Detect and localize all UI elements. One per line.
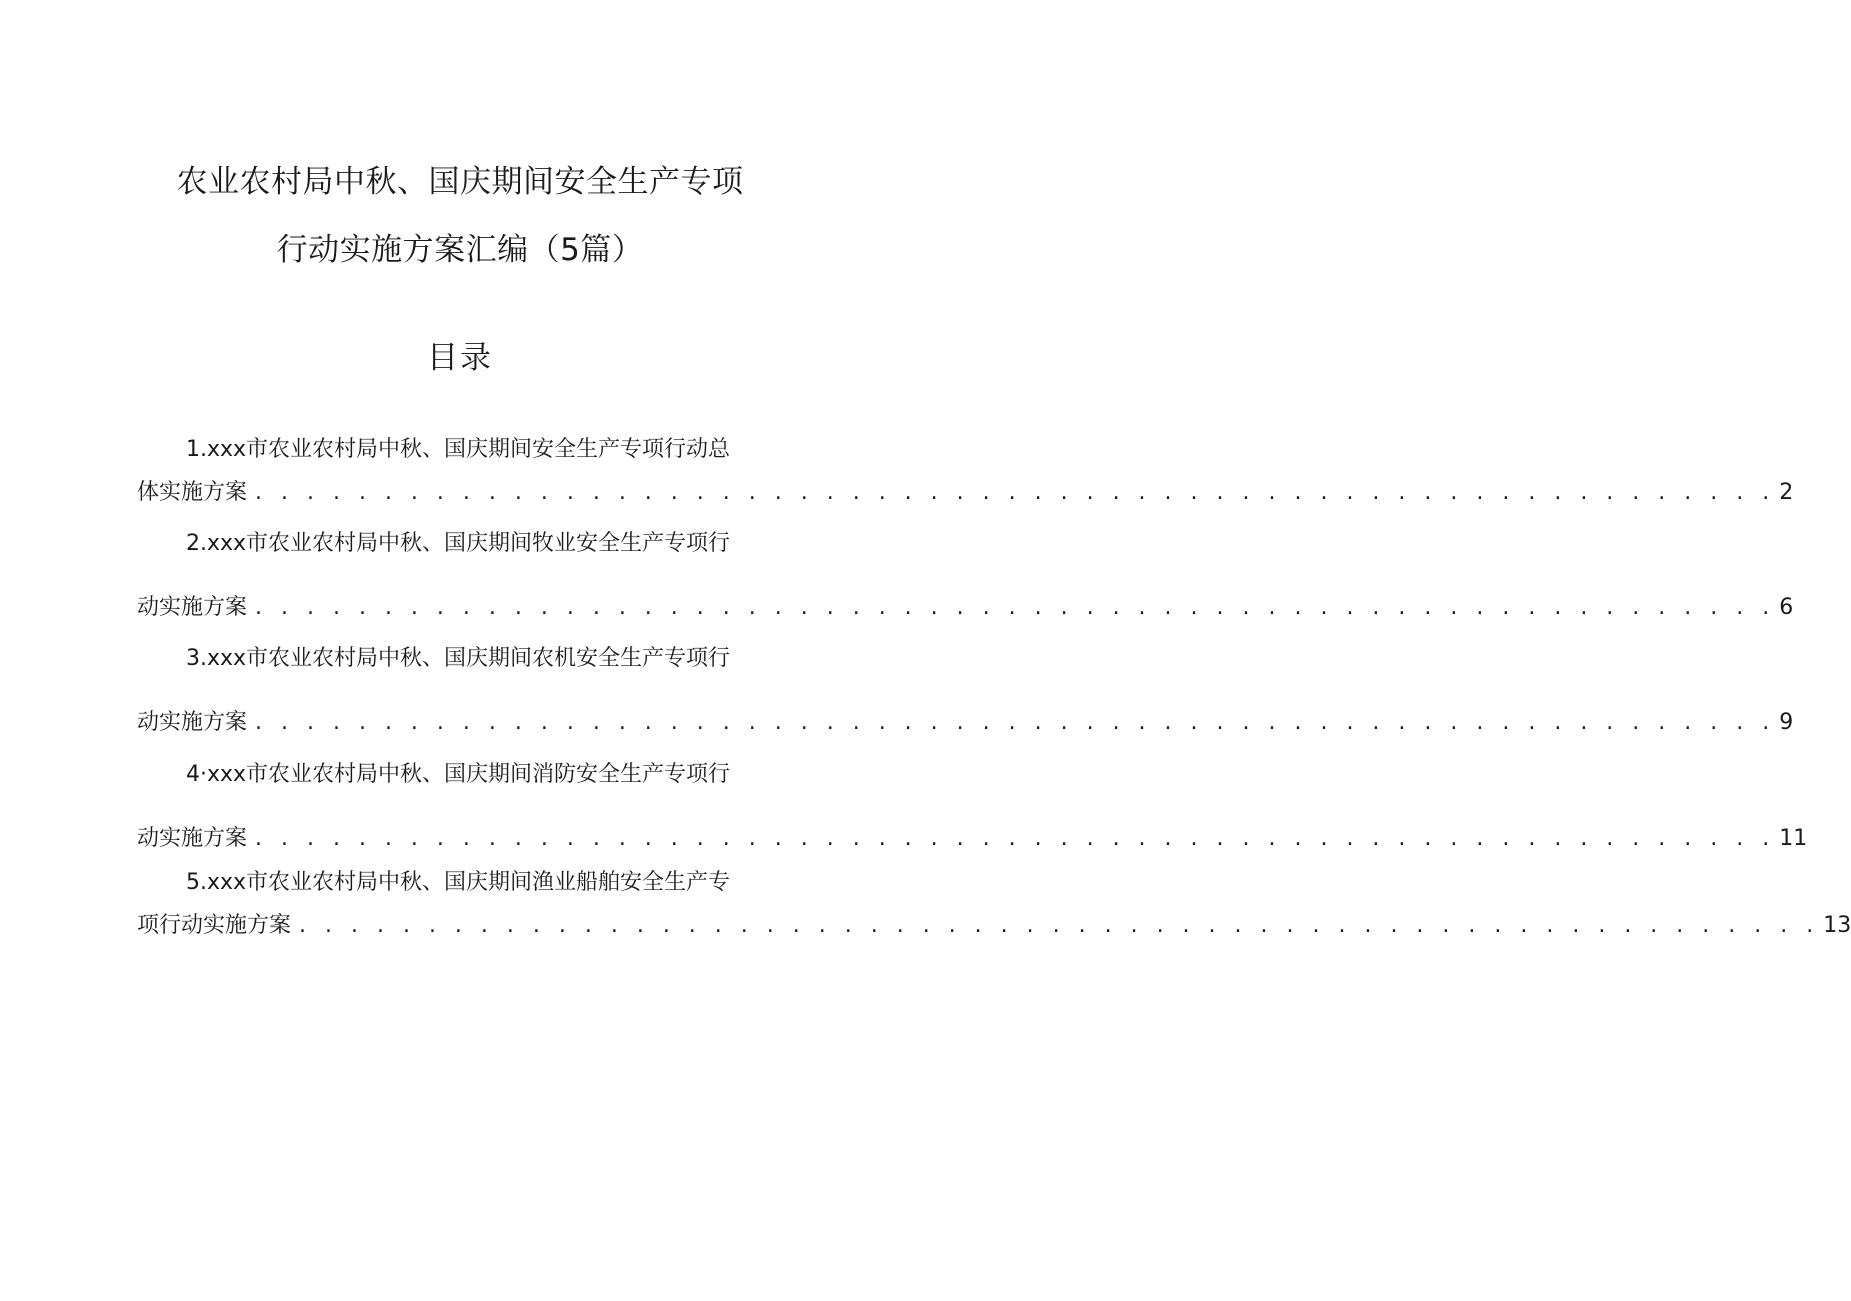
toc-entry-2-title[interactable]: 2.xxx市农业农村局中秋、国庆期间牧业安全生产专项行 [186, 531, 731, 556]
toc-entry-4-page: 11 [1779, 826, 1808, 851]
toc-entry-2-continuation[interactable] [137, 593, 1794, 623]
toc-entry-3-page: 9 [1779, 710, 1794, 735]
toc-entry-5-title-end: 项行动实施方案 [137, 913, 292, 938]
toc-entry-2-title-end: 动实施方案 [137, 595, 248, 620]
toc-entry-2-page: 6 [1779, 595, 1794, 620]
toc-entry-4-continuation[interactable] [137, 824, 1808, 854]
toc-leader-dots: . . . . . . . . . . . . . . . . . . . . . . . . . . . . . . . . . . . . . . . . . . . . . . . . . . . . . . . . . . . [255, 595, 1776, 620]
toc-entry-1-title-end: 体实施方案 [137, 480, 248, 505]
document-title-line-1: 农业农村局中秋、国庆期间安全生产专项 [176, 164, 744, 200]
toc-entry-5-continuation[interactable] [137, 911, 1851, 941]
toc-heading: 目录 [427, 340, 493, 376]
toc-entry-3-continuation[interactable] [137, 708, 1794, 738]
toc-leader-dots: . . . . . . . . . . . . . . . . . . . . . . . . . . . . . . . . . . . . . . . . . . . . . . . . . . . . . . . . . . . [255, 480, 1776, 505]
toc-entry-5-title[interactable]: 5.xxx市农业农村局中秋、国庆期间渔业船舶安全生产专 [186, 870, 731, 895]
toc-entry-1-page: 2 [1779, 480, 1794, 505]
toc-leader-dots: . . . . . . . . . . . . . . . . . . . . . . . . . . . . . . . . . . . . . . . . . . . . . . . . . . . . . . . . . . . [255, 710, 1776, 735]
toc-entry-4-title[interactable]: 4·xxx市农业农村局中秋、国庆期间消防安全生产专项行 [186, 762, 731, 787]
toc-entry-3-title[interactable]: 3.xxx市农业农村局中秋、国庆期间农机安全生产专项行 [186, 646, 731, 671]
toc-leader-dots: . . . . . . . . . . . . . . . . . . . . . . . . . . . . . . . . . . . . . . . . . . . . . . . . . . . . . . . . . . . [255, 826, 1776, 851]
toc-entry-1-continuation[interactable] [137, 478, 1794, 508]
document-title-line-2: 行动实施方案汇编（5篇） [276, 232, 644, 268]
toc-entry-1-title[interactable]: 1.xxx市农业农村局中秋、国庆期间安全生产专项行动总 [186, 437, 731, 462]
toc-entry-3-title-end: 动实施方案 [137, 710, 248, 735]
toc-entry-4-title-end: 动实施方案 [137, 826, 248, 851]
toc-leader-dots: . . . . . . . . . . . . . . . . . . . . . . . . . . . . . . . . . . . . . . . . . . . . . . . . . . . . . . . . . . . [299, 913, 1820, 938]
toc-entry-5-page: 13 [1823, 913, 1851, 938]
